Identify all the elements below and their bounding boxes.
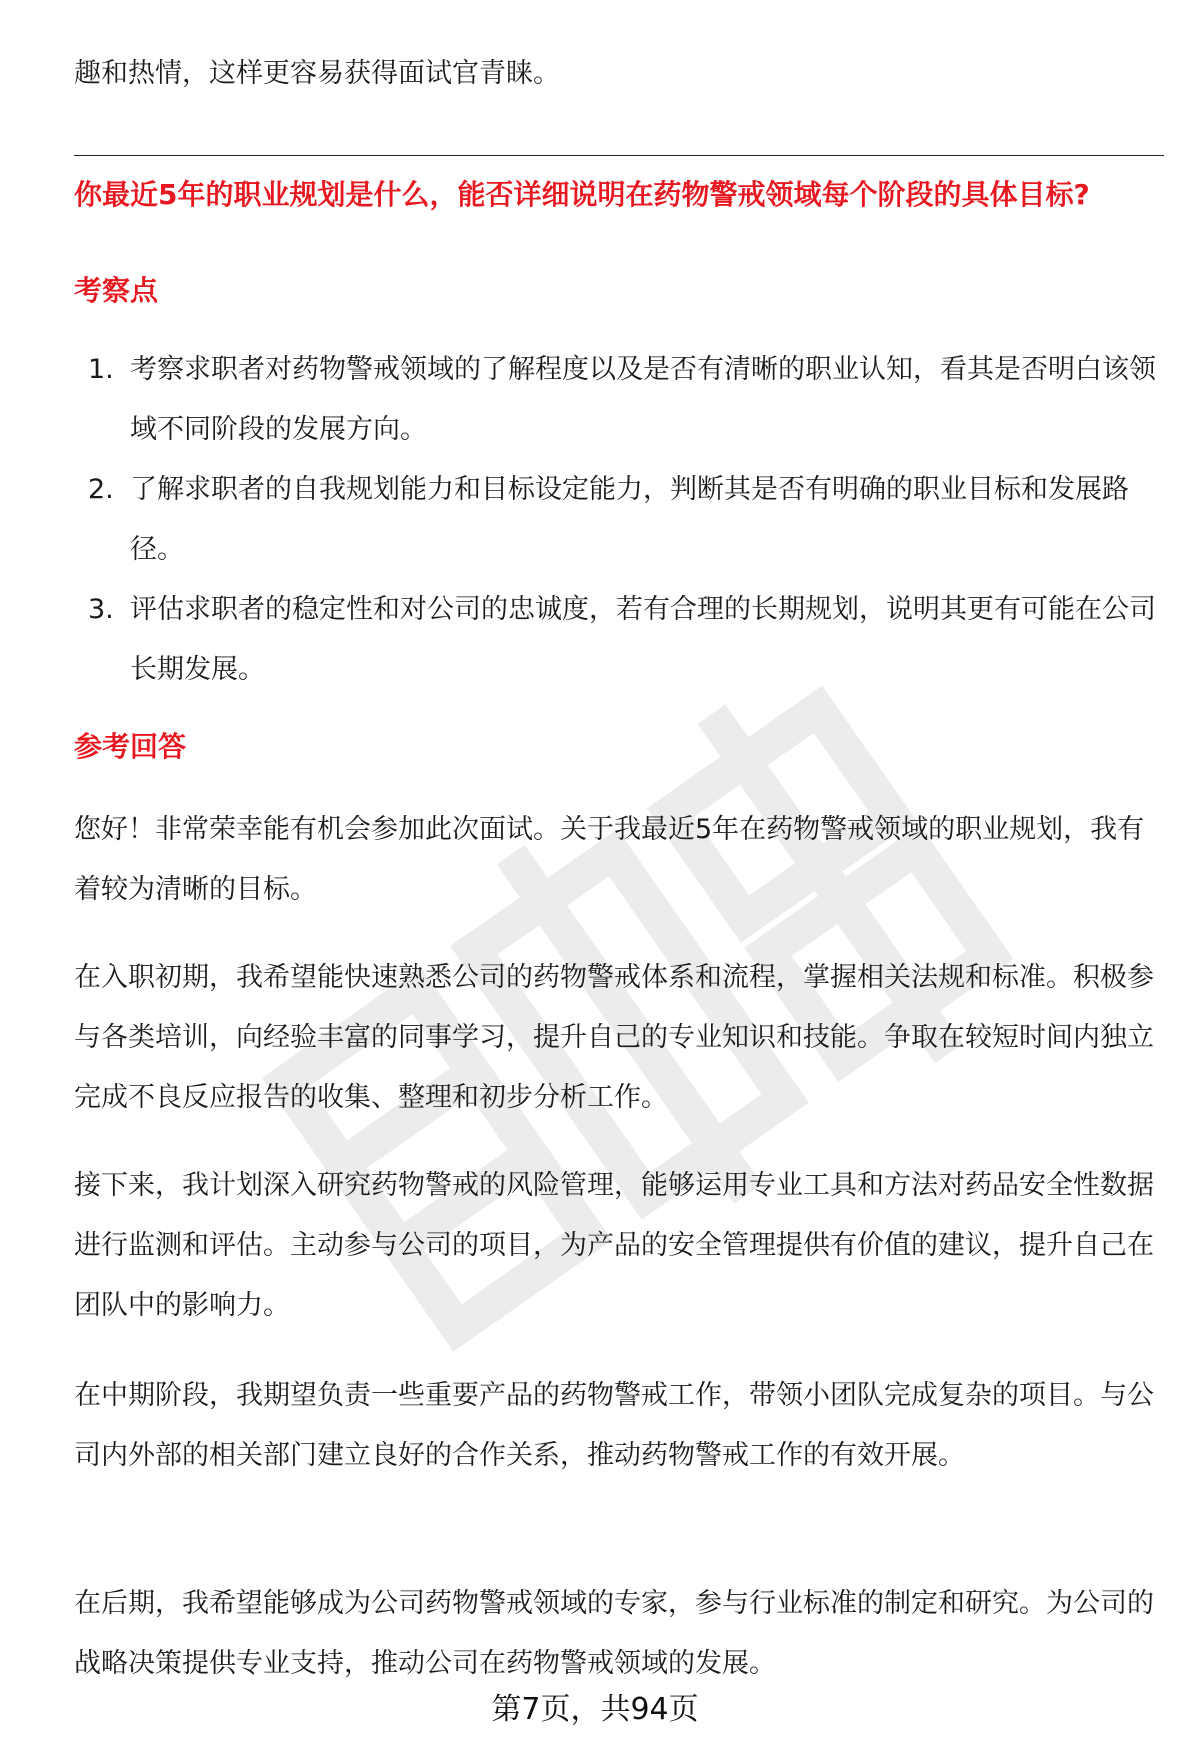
list-item-text: 了解求职者的自我规划能力和目标设定能力，判断其是否有明确的职业目标和发展路径。 [130,474,1129,565]
list-item-text: 评估求职者的稳定性和对公司的忠诚度，若有合理的长期规划，说明其更有可能在公司长期发展。 [130,594,1156,685]
answer-paragraph: 接下来，我计划深入研究药物警戒的风险管理，能够运用专业工具和方法对药品安全性数据进行监测和评估。主动参与公司的项目，为产品的安全管理提供有价值的建议，提升自己在团队中的影响力。 [74,1170,1154,1321]
section-divider [74,155,1164,156]
list-item [74,460,1166,580]
list-item-text: 考察求职者对药物警戒领域的了解程度以及是否有清晰的职业认知，看其是否明白该领域不同阶段的发展方向。 [130,354,1156,445]
list-item [74,340,1166,460]
answer-paragraph: 在中期阶段，我期望负责一些重要产品的药物警戒工作，带领小团队完成复杂的项目。与公司内外部的相关部门建立良好的合作关系，推动药物警戒工作的有效开展。 [74,1380,1154,1471]
reference-answer-heading: 参考回答 [74,730,187,763]
assessment-points-list [74,340,1166,700]
answer-paragraph: 在入职初期，我希望能快速熟悉公司的药物警戒体系和流程，掌握相关法规和标准。积极参与各类培训，向经验丰富的同事学习，提升自己的专业知识和技能。争取在较短时间内独立完成不良反应报告的收集、整理和初步分析工作。 [74,962,1154,1113]
assessment-points-heading: 考察点 [74,274,159,307]
answer-paragraph: 您好！非常荣幸能有机会参加此次面试。关于我最近5年在药物警戒领域的职业规划，我有着较为清晰的目标。 [74,814,1145,905]
page-number-footer: 第7页，共94页 [491,1692,699,1727]
answer-paragraph: 在后期，我希望能够成为公司药物警戒领域的专家，参与行业标准的制定和研究。为公司的战略决策提供专业支持，推动公司在药物警戒领域的发展。 [74,1588,1154,1679]
list-item [74,580,1166,700]
list-item-number: 3. [88,594,114,625]
list-item-number: 1. [88,354,114,385]
lead-paragraph: 趣和热情，这样更容易获得面试官青睐。 [74,58,560,89]
question-heading: 你最近5年的职业规划是什么，能否详细说明在药物警戒领域每个阶段的具体目标? [74,178,1090,211]
list-item-number: 2. [88,474,114,505]
